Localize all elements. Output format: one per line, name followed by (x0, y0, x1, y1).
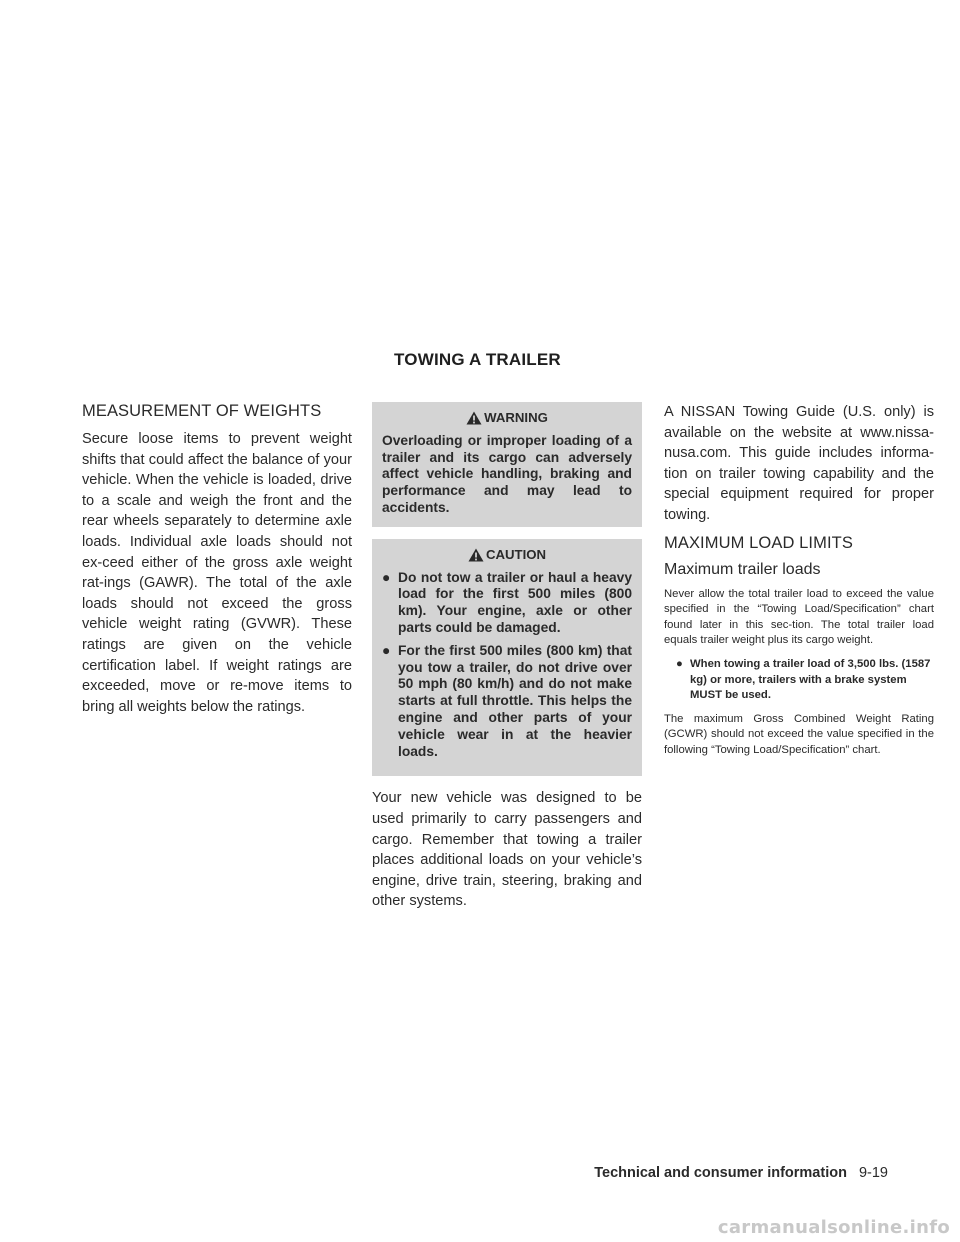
caution-header (382, 547, 632, 564)
warning-triangle-icon (466, 411, 482, 425)
bullet-icon: ● (382, 642, 391, 658)
warning-label: WARNING (484, 410, 548, 425)
watermark: carmanualsonline.info (717, 1217, 950, 1238)
warning-text: Overloading or improper loading of a trailer and its cargo can adversely affect vehicle handling, braking and performance and may lead to accidents. (382, 432, 632, 515)
page-footer (594, 1165, 888, 1181)
bullet-icon: ● (382, 569, 391, 585)
caution-bullet-text: For the first 500 miles (800 km) that you tow a trailer, do not drive over 50 mph (80 km/h) and do not make starts at full throttle. This helps the engine and other parts of your vehicle wear in at the heavier loads. (398, 642, 632, 759)
trailer-brake-bullet (676, 657, 934, 704)
footer-page-number: 9-19 (858, 1165, 888, 1181)
warning-box (372, 402, 642, 527)
footer-chapter: Technical and consumer information (594, 1165, 847, 1181)
paragraph-towing-guide: A NISSAN Towing Guide (U.S. only) is available on the website at www.nissa-nusa.com. This guide includes informa-tion on trailer towing capability and the special equipment required for proper towing. (664, 404, 934, 523)
caution-box (372, 539, 642, 777)
subheading-maximum-trailer-loads: Maximum trailer loads (664, 560, 821, 578)
warning-header (382, 410, 632, 427)
caution-bullet (382, 643, 632, 761)
column-middle (372, 402, 642, 920)
column-right (664, 402, 934, 767)
heading-measurement-of-weights: MEASUREMENT OF WEIGHTS (82, 402, 322, 420)
paragraph-vehicle-design: Your new vehicle was designed to be used primarily to carry passengers and cargo. Remember that towing a trailer places additional loads on your vehicle’s engine, drive train, steering, braking and other systems. (372, 790, 642, 910)
column-left (82, 402, 352, 725)
bullet-icon: ● (676, 657, 683, 670)
caution-bullet-text: Do not tow a trailer or haul a heavy load for the first 500 miles (800 km). Your engine, axle or other parts could be damaged. (398, 569, 632, 635)
paragraph-trailer-load: Never allow the total trailer load to exceed the value specified in the “Towing Load/Specification” chart found later in this sec-tion. The total trailer load equals trailer weight plus its cargo weight. (664, 587, 934, 647)
trailer-brake-bullet-text: When towing a trailer load of 3,500 lbs. (1587 kg) or more, trailers with a brake system MUST be used. (690, 657, 931, 702)
caution-label: CAUTION (485, 546, 547, 562)
caution-bullet (382, 570, 632, 637)
caution-triangle-icon (468, 548, 484, 562)
heading-maximum-load-limits: MAXIMUM LOAD LIMITS (664, 533, 853, 552)
paragraph-gcwr: The maximum Gross Combined Weight Rating (GCWR) should not exceed the value specified in the following “Towing Load/Specification” chart. (664, 712, 934, 756)
section-title: TOWING A TRAILER (394, 350, 561, 369)
paragraph-weights: Secure loose items to prevent weight shifts that could affect the balance of your vehicle. When the vehicle is loaded, drive to a scale and weigh the front and the rear wheels separately to determine axle loads. Individual axle loads should not ex-ceed either of the gross axle weight rat-ings (GAWR). The total of the axle loads should not exceed the gross vehicle weight rating (GVWR). These ratings are given on the vehicle certification label. If weight ratings are exceeded, move or re-move items to bring all weights below the ratings. (82, 431, 352, 715)
